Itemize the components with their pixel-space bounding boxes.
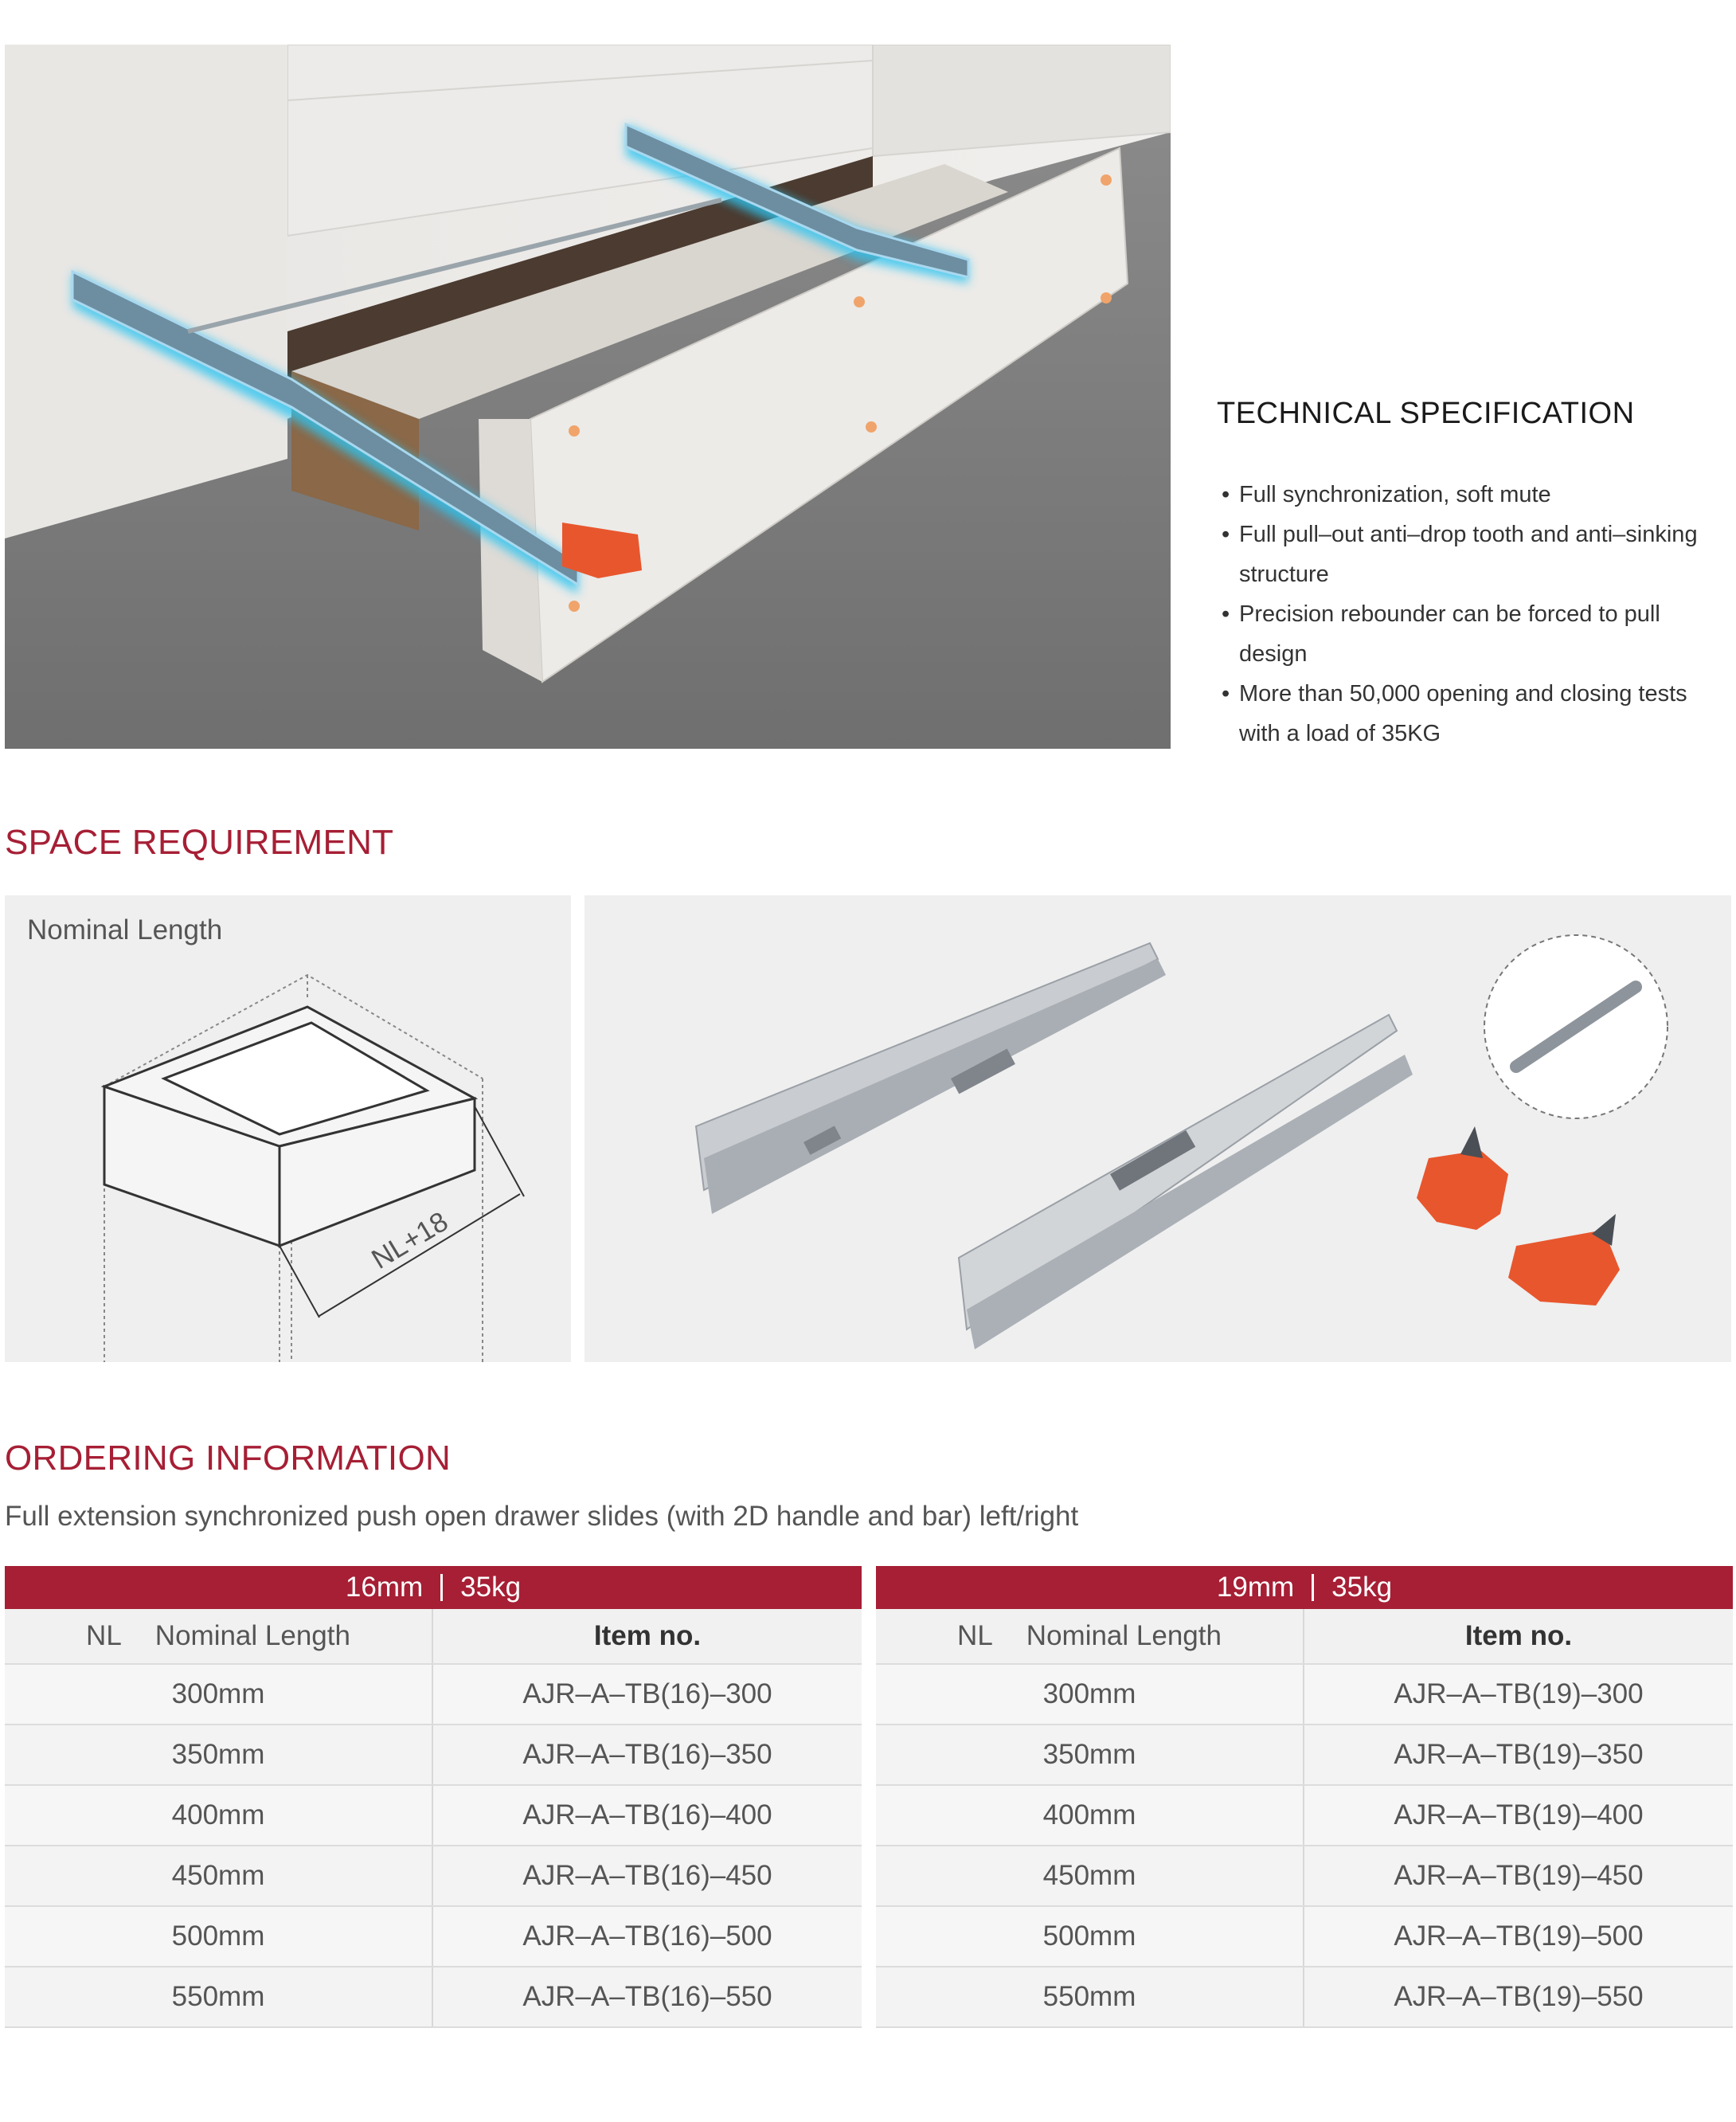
item-cell: AJR–A–TB(16)–500 [522, 1920, 772, 1952]
table-row [876, 1665, 1733, 1725]
ordering-table-19mm [876, 1566, 1733, 2028]
length-cell: 550mm [876, 1967, 1304, 2026]
table-row [5, 1725, 862, 1786]
spec-item: • More than 50,000 opening and closing tests with a load of 35KG [1215, 674, 1725, 754]
table-row [876, 1725, 1733, 1786]
column-header-row [5, 1609, 862, 1665]
table-header [876, 1566, 1733, 1609]
item-cell: AJR–A–TB(16)–450 [522, 1860, 772, 1891]
table-row [5, 1967, 862, 2028]
column-header-row [876, 1609, 1733, 1665]
length-cell: 500mm [5, 1907, 433, 1966]
technical-spec-list [1215, 475, 1725, 754]
item-cell: AJR–A–TB(19)–300 [1394, 1678, 1644, 1709]
length-cell: 500mm [876, 1907, 1304, 1966]
item-cell: AJR–A–TB(19)–350 [1394, 1739, 1644, 1770]
table-row [5, 1665, 862, 1725]
item-no-column-header: Item no. [593, 1620, 702, 1651]
table-row [876, 1846, 1733, 1907]
length-cell: 350mm [876, 1725, 1304, 1784]
ordering-information-title: ORDERING INFORMATION [5, 1439, 452, 1478]
product-parts-panel [585, 895, 1731, 1362]
table-header [5, 1566, 862, 1609]
load-label: 35kg [1331, 1572, 1393, 1603]
nominal-length-column-header [876, 1609, 1304, 1663]
nl-label: NL [86, 1620, 122, 1651]
table-row [876, 1786, 1733, 1846]
space-requirement-title: SPACE REQUIREMENT [5, 823, 394, 862]
nominal-length-label: Nominal Length [154, 1620, 350, 1651]
length-cell: 300mm [876, 1665, 1304, 1724]
spec-item: • Full synchronization, soft mute [1215, 475, 1725, 515]
table-row [5, 1907, 862, 1967]
item-cell: AJR–A–TB(19)–450 [1394, 1860, 1644, 1891]
spec-item: • Precision rebounder can be forced to pull design [1215, 594, 1725, 674]
header-separator [440, 1574, 443, 1601]
length-cell: 450mm [5, 1846, 433, 1905]
space-diagram-panel [5, 895, 571, 1362]
length-cell: 400mm [876, 1786, 1304, 1845]
thickness-label: 16mm [345, 1572, 424, 1603]
technical-spec-title: TECHNICAL SPECIFICATION [1217, 397, 1635, 430]
load-label: 35kg [460, 1572, 522, 1603]
item-cell: AJR–A–TB(16)–550 [522, 1981, 772, 2012]
nominal-length-column-header [5, 1609, 433, 1663]
dimension-label: NL+18 [366, 1205, 454, 1275]
item-cell: AJR–A–TB(16)–400 [522, 1799, 772, 1830]
item-cell: AJR–A–TB(16)–350 [522, 1739, 772, 1770]
length-cell: 450mm [876, 1846, 1304, 1905]
thickness-label: 19mm [1216, 1572, 1295, 1603]
item-cell: AJR–A–TB(19)–500 [1394, 1920, 1644, 1952]
item-cell: AJR–A–TB(16)–300 [522, 1678, 772, 1709]
nominal-length-label: Nominal Length [1026, 1620, 1222, 1651]
item-no-column-header: Item no. [1464, 1620, 1573, 1651]
ordering-table-16mm [5, 1566, 862, 2028]
drawer-dimension-diagram [5, 895, 571, 1362]
table-row [876, 1967, 1733, 2028]
header-separator [1312, 1574, 1314, 1601]
ordering-subtitle: Full extension synchronized push open drawer slides (with 2D handle and bar) left/right [5, 1501, 1079, 1532]
length-cell: 350mm [5, 1725, 433, 1784]
hero-product-photo [5, 45, 1171, 749]
spec-item: • Full pull–out anti–drop tooth and anti–sinking structure [1215, 515, 1725, 594]
length-cell: 550mm [5, 1967, 433, 2026]
slide-parts-illustration [585, 895, 1731, 1362]
table-row [5, 1786, 862, 1846]
length-cell: 400mm [5, 1786, 433, 1845]
table-row [876, 1907, 1733, 1967]
item-cell: AJR–A–TB(19)–400 [1394, 1799, 1644, 1830]
length-cell: 300mm [5, 1665, 433, 1724]
item-cell: AJR–A–TB(19)–550 [1394, 1981, 1644, 2012]
nl-label: NL [957, 1620, 993, 1651]
table-row [5, 1846, 862, 1907]
nominal-length-label: Nominal Length [27, 914, 223, 946]
